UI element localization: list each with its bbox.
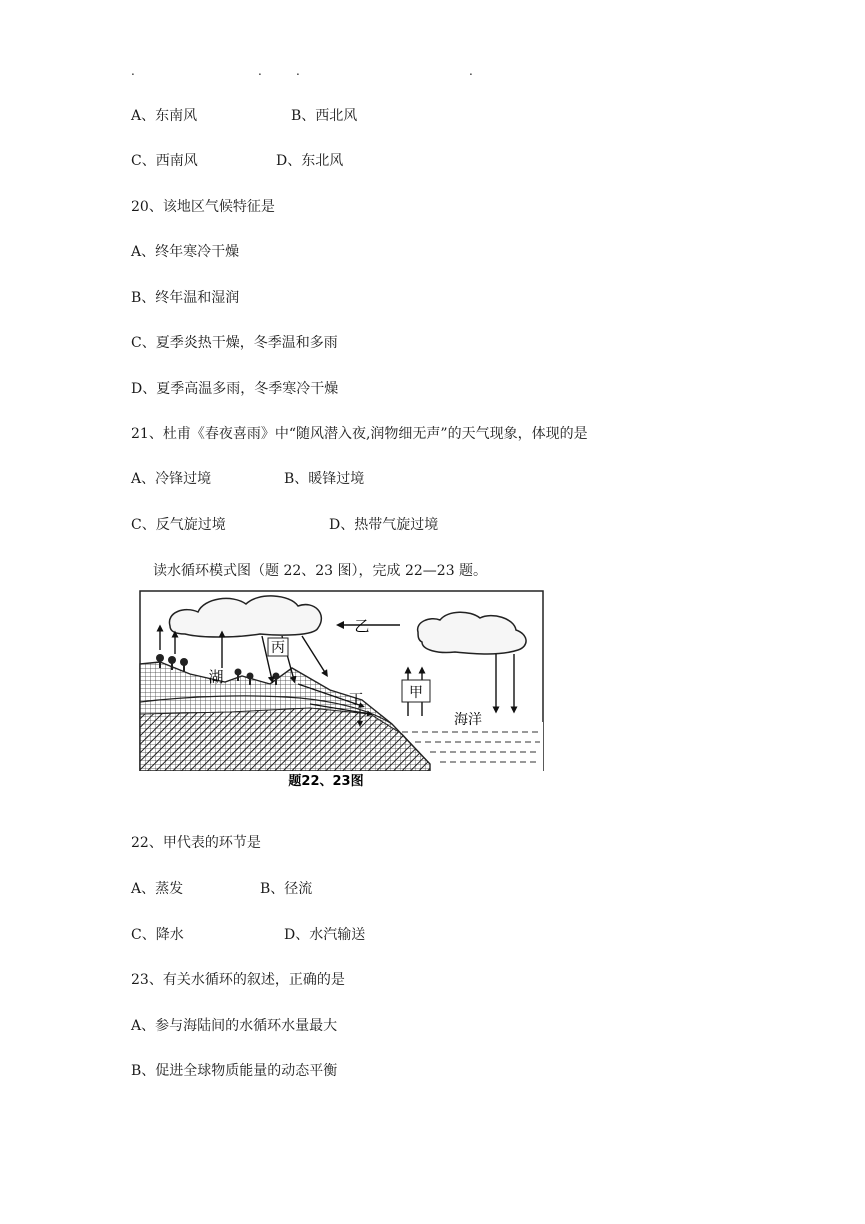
q21-stem: 21、杜甫《春夜喜雨》中“随风潜入夜,润物细无声”的天气现象，体现的是 xyxy=(131,426,588,442)
q22-option-a: A、蒸发 xyxy=(131,881,184,897)
q22-option-c: C、降水 xyxy=(131,927,184,943)
q20-option-d: D、夏季高温多雨，冬季寒冷干燥 xyxy=(131,381,339,397)
q22-option-d: D、水汽输送 xyxy=(284,927,366,943)
water-cycle-figure xyxy=(130,584,545,788)
q22-option-b: B、径流 xyxy=(260,881,313,897)
top-mark: . xyxy=(296,64,300,78)
top-mark: . xyxy=(258,64,262,78)
q21-option-c: C、反气旋过境 xyxy=(131,517,226,533)
top-mark: . xyxy=(131,64,135,78)
label-yi: 乙 xyxy=(354,617,370,635)
q19-option-d: D、东北风 xyxy=(276,153,344,169)
q23-option-a: A、参与海陆间的水循环水量最大 xyxy=(131,1018,338,1034)
top-mark: . xyxy=(469,64,473,78)
label-ding: 丁 xyxy=(349,692,363,708)
q23-option-b: B、促进全球物质能量的动态平衡 xyxy=(131,1063,338,1079)
label-ocean: 海洋 xyxy=(454,712,482,728)
figure-intro: 读水循环模式图（题 22、23 图），完成 22—23 题。 xyxy=(153,563,488,579)
label-hu: 湖 xyxy=(208,668,224,686)
q21-option-b: B、暖锋过境 xyxy=(284,471,365,487)
q20-option-c: C、夏季炎热干燥，冬季温和多雨 xyxy=(131,335,338,351)
q20-stem: 20、该地区气候特征是 xyxy=(131,199,275,215)
q22-stem: 22、甲代表的环节是 xyxy=(131,835,261,851)
q23-stem: 23、有关水循环的叙述，正确的是 xyxy=(131,972,345,988)
q20-option-b: B、终年温和湿润 xyxy=(131,290,240,306)
q19-option-c: C、西南风 xyxy=(131,153,198,169)
label-bing: 丙 xyxy=(271,640,285,656)
figure-caption: 题22、23图 xyxy=(288,774,364,788)
q21-option-d: D、热带气旋过境 xyxy=(329,517,439,533)
label-jia: 甲 xyxy=(409,685,423,701)
q20-option-a: A、终年寒冷干燥 xyxy=(131,244,240,260)
q19-option-b: B、西北风 xyxy=(291,108,358,124)
q19-option-a: A、东南风 xyxy=(131,108,198,124)
q21-option-a: A、冷锋过境 xyxy=(131,471,212,487)
